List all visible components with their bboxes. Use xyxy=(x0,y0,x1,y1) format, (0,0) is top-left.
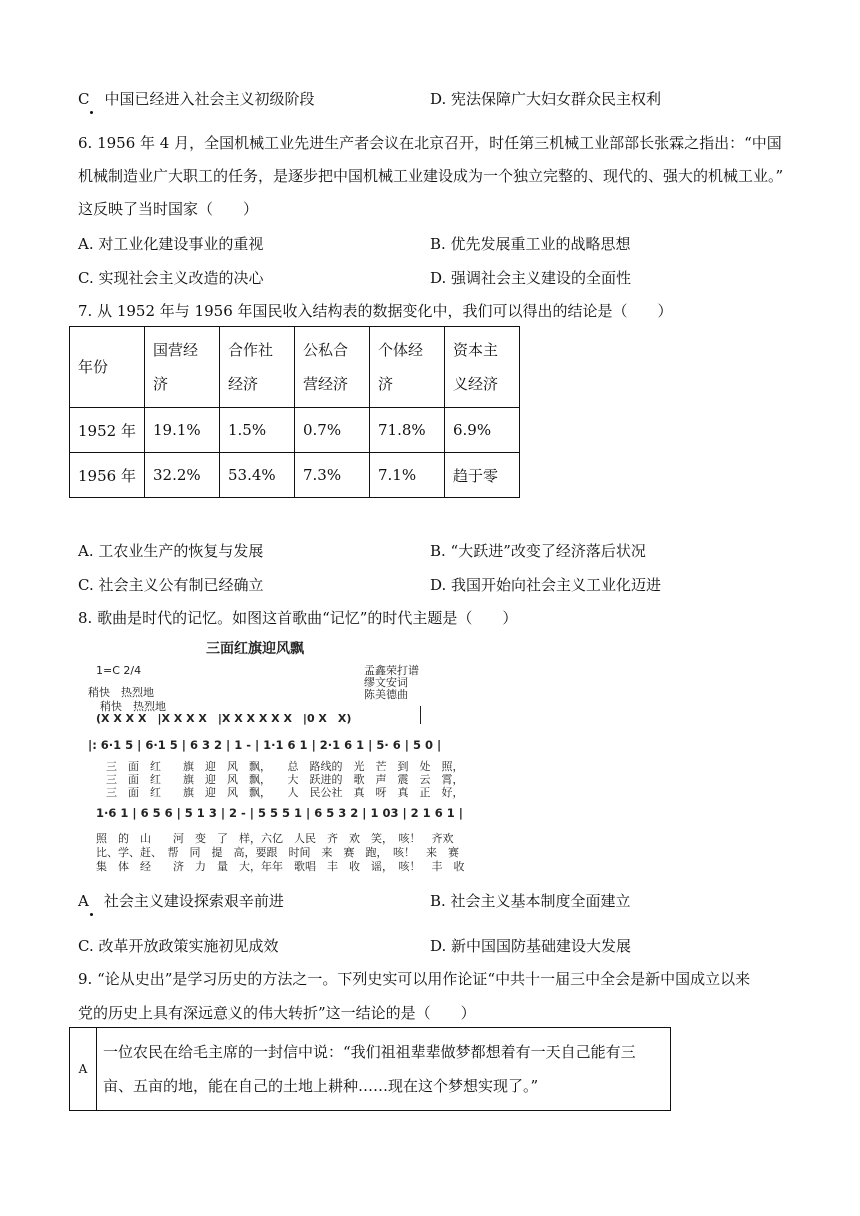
song-tempo: 稍快 热烈地 xyxy=(88,686,154,699)
table-cell: 19.1% xyxy=(145,408,220,453)
q8-option-a: A 社会主义建设探索艰辛前进 xyxy=(78,892,284,910)
table-cell: 趋于零 xyxy=(445,453,520,498)
song-title: 三面红旗迎风飘 xyxy=(206,641,304,657)
q7-option-d: D. 我国开始向社会主义工业化迈进 xyxy=(430,576,662,594)
table-cell: 0.7% xyxy=(295,408,370,453)
q9-stem-line2: 党的历史上具有深远意义的伟大转折”这一结论的是（ ） xyxy=(78,1004,476,1022)
table-cell: 7.3% xyxy=(295,453,370,498)
emphasis-dot xyxy=(90,913,93,916)
table-cell: 1.5% xyxy=(220,408,295,453)
song-credit: 孟鑫荣打谱 xyxy=(364,664,419,677)
column-header: 公私合 营经济 xyxy=(295,327,370,408)
income-structure-table xyxy=(69,326,520,498)
table-cell: 1952 年 xyxy=(70,408,145,453)
q9-option-table xyxy=(69,1027,671,1111)
option-c-q5: C 中国已经进入社会主义初级阶段 xyxy=(78,90,315,108)
table-row xyxy=(70,1028,671,1111)
q6-stem-line2: 机械制造业广大职工的任务，是逐步把中国机械工业建设成为一个独立完整的、现代的、强大的机械工业。” xyxy=(78,167,784,185)
table-row xyxy=(70,408,520,453)
table-cell: 1956 年 xyxy=(70,453,145,498)
song-key: 1=C 2/4 xyxy=(96,664,142,677)
year-header: 年份 xyxy=(70,327,145,408)
option-d-q5: D. 宪法保障广大妇女群众民主权利 xyxy=(430,90,662,108)
q6-option-c: C. 实现社会主义改造的决心 xyxy=(78,269,264,287)
q6-option-d: D. 强调社会主义建设的全面性 xyxy=(430,269,632,287)
q8-option-b: B. 社会主义基本制度全面建立 xyxy=(430,892,631,910)
table-cell: 71.8% xyxy=(370,408,445,453)
q7-option-c: C. 社会主义公有制已经确立 xyxy=(78,576,264,594)
q8-option-d: D. 新中国国防基础建设大发展 xyxy=(430,937,632,955)
song-rhythm-line: (X X X X |X X X X |X X X X X X |0 X X) xyxy=(96,712,352,725)
measure-bar xyxy=(420,706,421,724)
song-lyric-line: 三 面 红 旗 迎 风 飘， 人 民公社 真 呀 真 正 好， xyxy=(106,786,464,799)
song-lyric-line: 照 的 山 河 变 了 样，六亿 人民 齐 欢 笑， 咳！ 齐欢 xyxy=(96,832,454,845)
song-lyric-line: 比、学、赶、 帮 同 提 高，要跟 时间 来 赛 跑， 咳！ 来 赛 xyxy=(96,846,459,859)
table-cell: 53.4% xyxy=(220,453,295,498)
option-text: 一位农民在给毛主席的一封信中说：“我们祖祖辈辈做梦都想着有一天自己能有三 亩、五亩的地，能在自己的土地上耕种……现在这个梦想实现了。” xyxy=(97,1028,671,1111)
column-header: 合作社 经济 xyxy=(220,327,295,408)
option-label: A xyxy=(70,1028,97,1111)
q7-stem: 7. 从 1952 年与 1956 年国民收入结构表的数据变化中，我们可以得出的结论是（ ） xyxy=(78,302,673,320)
q8-stem: 8. 歌曲是时代的记忆。如图这首歌曲“记忆”的时代主题是（ ） xyxy=(78,609,518,627)
table-cell: 6.9% xyxy=(445,408,520,453)
q8-option-c: C. 改革开放政策实施初见成效 xyxy=(78,937,279,955)
q6-option-a: A. 对工业化建设事业的重视 xyxy=(78,235,264,253)
table-cell: 32.2% xyxy=(145,453,220,498)
song-lyric-line: 集 体 经 济 力 量 大，年年 歌唱 丰 收 谣， 咳！ 丰 收 xyxy=(96,860,465,873)
song-lyric-line: 三 面 红 旗 迎 风 飘， 大 跃进的 歌 声 震 云 霄， xyxy=(106,773,464,786)
q6-stem-line3: 这反映了当时国家（ ） xyxy=(78,200,259,218)
q7-option-b: B. “大跃进”改变了经济落后状况 xyxy=(430,542,646,560)
song-credit: 缪文安词 xyxy=(364,676,408,689)
song-notes-line-1: |: 6·1 5 | 6·1 5 | 6 3 2 | 1 - | 1·1 6 1 | 2·1 6 1 | 5· 6 | 5 0 | xyxy=(88,738,442,752)
q6-stem-line1: 6. 1956 年 4 月，全国机械工业先进生产者会议在北京召开，时任第三机械工业部部长张霖之指出：“中国 xyxy=(78,134,782,152)
table-row xyxy=(70,453,520,498)
q7-option-a: A. 工农业生产的恢复与发展 xyxy=(78,542,264,560)
q9-stem-line1: 9. “论从史出”是学习历史的方法之一。下列史实可以用作论证“中共十一届三中全会是新中国成立以来 xyxy=(78,970,751,988)
column-header: 国营经 济 xyxy=(145,327,220,408)
table-cell: 7.1% xyxy=(370,453,445,498)
song-lyric-line: 三 面 红 旗 迎 风 飘， 总 路线的 光 芒 到 处 照， xyxy=(106,760,464,773)
q6-option-b: B. 优先发展重工业的战略思想 xyxy=(430,235,631,253)
column-header: 资本主 义经济 xyxy=(445,327,520,408)
song-notes-line-2: 1·6 1 | 6 5 6 | 5 1 3 | 2 - | 5 5 5 1 | 6 5 3 2 | 1 03 | 2 1 6 1 | xyxy=(96,806,463,820)
song-score-image xyxy=(88,634,465,876)
emphasis-dot xyxy=(90,111,93,114)
column-header: 个体经 济 xyxy=(370,327,445,408)
table-header-row xyxy=(70,327,520,408)
song-tempo-2: 稍快 热烈地 xyxy=(100,700,166,713)
song-credit: 陈美德曲 xyxy=(364,688,408,701)
